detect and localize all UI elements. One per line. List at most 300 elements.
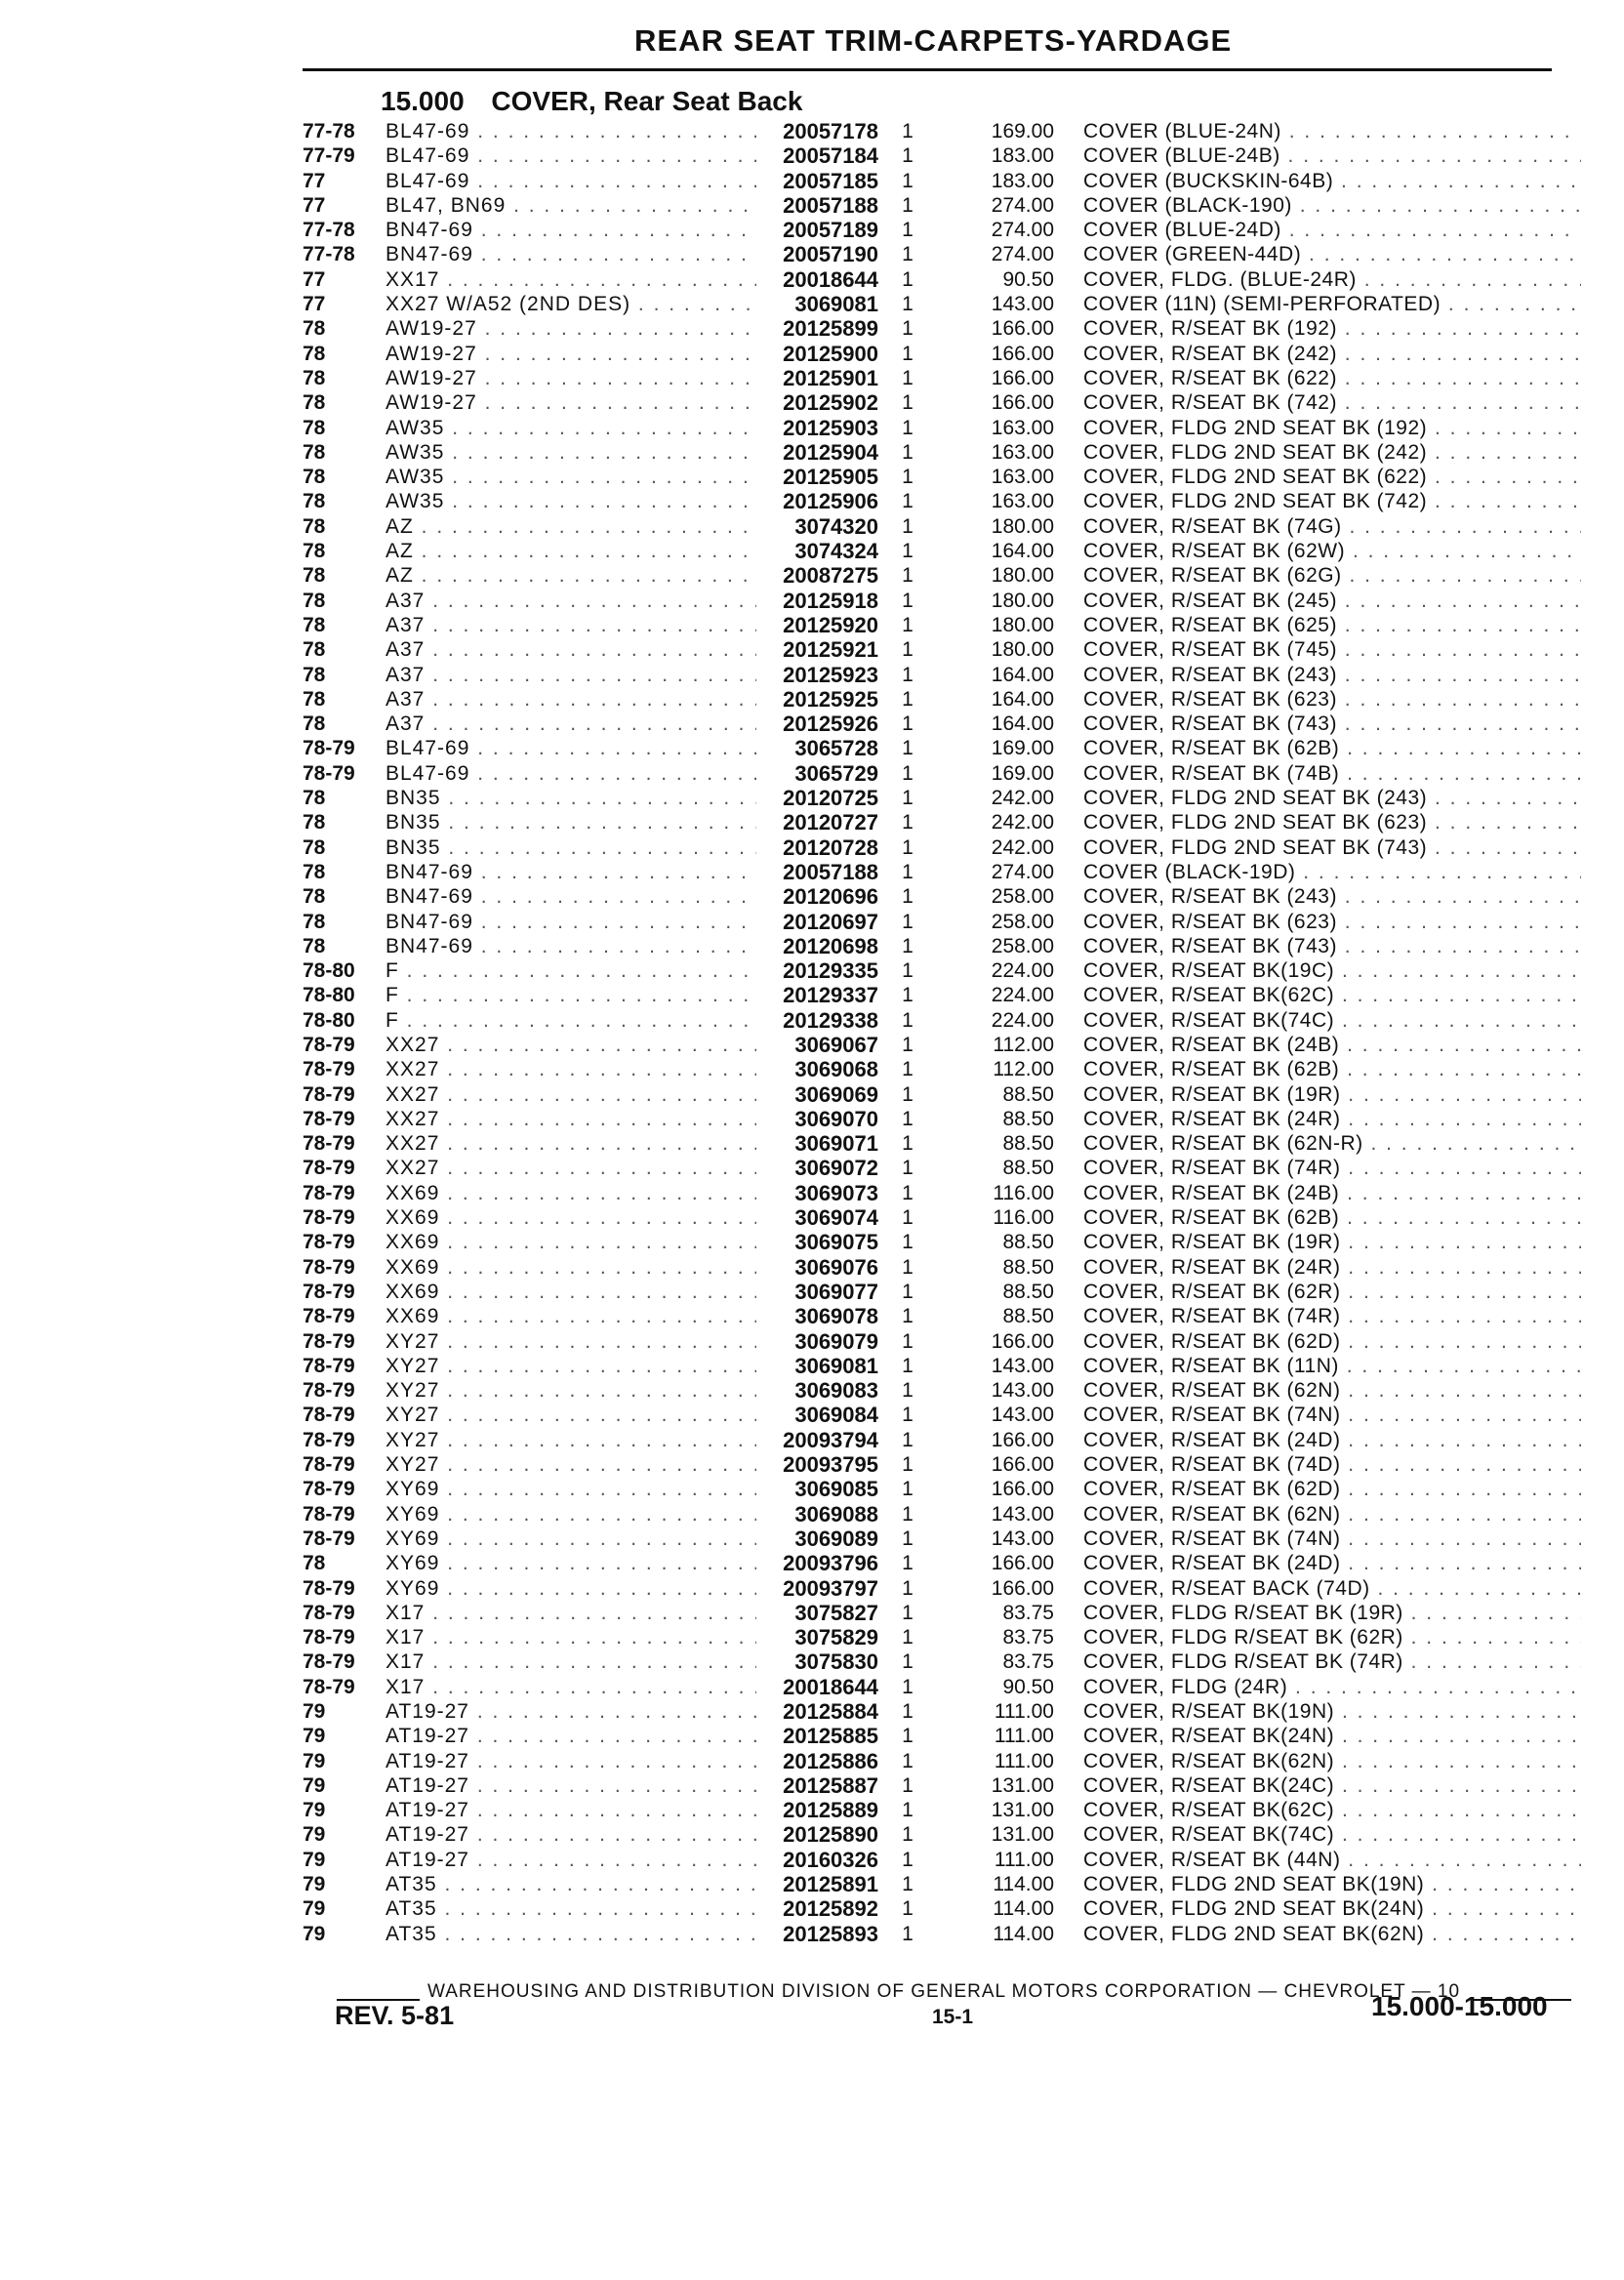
quantity: 1: [902, 1404, 914, 1427]
quantity: 1: [902, 293, 914, 316]
body-model: XY69 . . .: [386, 1576, 756, 1601]
list-item: [0, 1822, 1624, 1847]
quantity: 1: [902, 1675, 914, 1698]
description: COVER, FLDG 2ND SEAT BK (622) . . .: [1083, 465, 1581, 489]
list-item: [0, 736, 1624, 760]
list-item: [0, 1502, 1624, 1527]
price: 114.00: [993, 1922, 1054, 1945]
quantity: 1: [902, 1329, 914, 1353]
price: 164.00: [991, 540, 1054, 563]
quantity: 1: [902, 1107, 914, 1130]
model-year: 78-79: [303, 1107, 355, 1130]
price: 258.00: [991, 934, 1054, 957]
list-item: [0, 1205, 1624, 1230]
body-model: A37 . . .: [386, 589, 756, 613]
description: COVER, FLDG 2ND SEAT BK (743) . . .: [1083, 835, 1581, 860]
description: COVER, R/SEAT BK (74R) . . .: [1083, 1156, 1581, 1180]
list-item: [0, 1452, 1624, 1477]
price: 242.00: [991, 835, 1054, 859]
description: COVER, R/SEAT BK(19C) . . .: [1083, 958, 1581, 983]
description: COVER, R/SEAT BK(62C) . . .: [1083, 983, 1581, 1007]
price: 166.00: [991, 1329, 1054, 1353]
part-number: 3069089: [794, 1526, 878, 1551]
quantity: 1: [902, 1280, 914, 1303]
model-year: 78-79: [303, 1453, 355, 1477]
model-year: 78: [303, 342, 326, 365]
price: 166.00: [991, 342, 1054, 365]
price: 88.50: [1002, 1157, 1054, 1180]
model-year: 78-79: [303, 1181, 355, 1204]
price: 163.00: [991, 490, 1054, 513]
price: 111.00: [994, 1749, 1054, 1772]
price: 112.00: [993, 1033, 1054, 1056]
parts-list: [0, 119, 1624, 1946]
quantity: 1: [902, 243, 914, 266]
quantity: 1: [902, 687, 914, 711]
description: COVER, R/SEAT BK (19R) . . .: [1083, 1082, 1581, 1107]
revision-label: REV. 5-81: [335, 2001, 455, 2030]
quantity: 1: [902, 440, 914, 464]
list-item: [0, 563, 1624, 588]
price: 180.00: [991, 514, 1054, 538]
description: COVER, R/SEAT BK (62B) . . .: [1083, 1205, 1581, 1230]
price: 83.75: [1002, 1601, 1054, 1624]
body-model: BN35 . . .: [386, 810, 756, 835]
description: COVER (BLUE-24N) . . .: [1083, 119, 1581, 143]
description: COVER, FLDG 2ND SEAT BK (242) . . .: [1083, 440, 1581, 465]
price: 143.00: [991, 1379, 1054, 1403]
description: COVER, R/SEAT BK (24R) . . .: [1083, 1255, 1581, 1280]
description: COVER, R/SEAT BK (245) . . .: [1083, 589, 1581, 613]
model-year: 77-78: [303, 120, 355, 142]
quantity: 1: [902, 1453, 914, 1477]
quantity: 1: [902, 490, 914, 513]
list-item: [0, 761, 1624, 786]
quantity: 1: [902, 540, 914, 563]
model-year: 78-79: [303, 1157, 355, 1180]
part-number: 20125890: [783, 1822, 878, 1848]
part-number: 3075827: [794, 1600, 878, 1625]
page-title: REAR SEAT TRIM-CARPETS-YARDAGE: [634, 23, 1233, 58]
list-item: [0, 1403, 1624, 1427]
model-year: 78-80: [303, 984, 355, 1007]
price: 183.00: [991, 144, 1054, 168]
body-model: XY69 . . .: [386, 1551, 756, 1575]
body-model: F . . .: [386, 958, 756, 983]
price: 112.00: [993, 1058, 1054, 1081]
body-model: XX27 . . .: [386, 1131, 756, 1156]
price: 88.50: [1002, 1107, 1054, 1130]
quantity: 1: [902, 811, 914, 835]
model-year: 78: [303, 440, 326, 464]
price: 166.00: [991, 366, 1054, 389]
model-year: 78-79: [303, 1132, 355, 1156]
part-number: 20129338: [783, 1007, 878, 1033]
description: COVER, R/SEAT BK (74B) . . .: [1083, 761, 1581, 786]
body-model: XY69 . . .: [386, 1502, 756, 1527]
part-number: 3069078: [794, 1304, 878, 1329]
model-year: 79: [303, 1749, 326, 1772]
quantity: 1: [902, 317, 914, 341]
list-item: [0, 1601, 1624, 1625]
part-number: 20125900: [783, 341, 878, 366]
model-year: 78-79: [303, 1675, 355, 1698]
quantity: 1: [902, 1650, 914, 1674]
model-year: 78-79: [303, 1206, 355, 1230]
part-number: 3069071: [794, 1131, 878, 1157]
quantity: 1: [902, 835, 914, 859]
model-year: 78-79: [303, 1527, 355, 1550]
model-year: 79: [303, 1823, 326, 1847]
price: 88.50: [1002, 1255, 1054, 1279]
quantity: 1: [902, 1478, 914, 1501]
quantity: 1: [902, 193, 914, 217]
description: COVER, R/SEAT BK (623) . . .: [1083, 687, 1581, 712]
body-model: BN47-69 . . .: [386, 934, 756, 958]
body-model: AZ . . .: [386, 514, 756, 539]
list-item: [0, 416, 1624, 440]
part-number: 20120727: [783, 810, 878, 835]
quantity: 1: [902, 1823, 914, 1847]
part-number: 3075830: [794, 1649, 878, 1675]
price: 116.00: [993, 1206, 1054, 1230]
description: COVER, R/SEAT BK (62N-R) . . .: [1083, 1131, 1581, 1156]
price: 111.00: [994, 1725, 1054, 1748]
list-item: [0, 810, 1624, 835]
quantity: 1: [902, 466, 914, 489]
list-item: [0, 1576, 1624, 1601]
quantity: 1: [902, 1725, 914, 1748]
description: COVER (BLUE-24B) . . .: [1083, 143, 1581, 168]
price: 88.50: [1002, 1280, 1054, 1303]
body-model: A37 . . .: [386, 687, 756, 712]
part-number: 20057188: [783, 859, 878, 884]
section-number: 15.000: [381, 86, 465, 116]
quantity: 1: [902, 959, 914, 983]
quantity: 1: [902, 1873, 914, 1896]
list-item: [0, 613, 1624, 637]
header-rule: [303, 68, 1552, 71]
description: COVER, R/SEAT BK (192) . . .: [1083, 316, 1581, 341]
price: 166.00: [991, 1478, 1054, 1501]
price: 143.00: [991, 293, 1054, 316]
price: 143.00: [991, 1527, 1054, 1550]
model-year: 78: [303, 1552, 326, 1575]
model-year: 78: [303, 317, 326, 341]
body-model: BN47-69 . . .: [386, 218, 756, 242]
price: 163.00: [991, 466, 1054, 489]
list-item: [0, 1304, 1624, 1328]
model-year: 78: [303, 514, 326, 538]
quantity: 1: [902, 219, 914, 242]
price: 88.50: [1002, 1305, 1054, 1328]
price: 131.00: [991, 1799, 1054, 1822]
description: COVER, R/SEAT BK (62B) . . .: [1083, 1057, 1581, 1081]
price: 166.00: [991, 1428, 1054, 1451]
body-model: AT19-27 . . .: [386, 1699, 756, 1724]
body-model: BN47-69 . . .: [386, 910, 756, 934]
model-year: 78-79: [303, 1082, 355, 1106]
part-number: 20125920: [783, 612, 878, 637]
body-model: XX27 . . .: [386, 1082, 756, 1107]
body-model: BN47-69 . . .: [386, 242, 756, 266]
price: 114.00: [993, 1873, 1054, 1896]
list-item: [0, 1280, 1624, 1304]
body-model: XY27 . . .: [386, 1354, 756, 1378]
list-item: [0, 1255, 1624, 1280]
quantity: 1: [902, 663, 914, 686]
model-year: 78-79: [303, 1058, 355, 1081]
body-model: XX27 W/A52 (2ND DES) . . .: [386, 292, 756, 316]
part-number: 20125904: [783, 439, 878, 465]
model-year: 78: [303, 416, 326, 439]
quantity: 1: [902, 613, 914, 636]
body-model: A37 . . .: [386, 613, 756, 637]
description: COVER, R/SEAT BK(62N) . . .: [1083, 1749, 1581, 1773]
part-number: 20125887: [783, 1772, 878, 1798]
body-model: XX27 . . .: [386, 1033, 756, 1057]
list-item: [0, 390, 1624, 415]
description: COVER, FLDG 2ND SEAT BK (192) . . .: [1083, 416, 1581, 440]
quantity: 1: [902, 1255, 914, 1279]
quantity: 1: [902, 638, 914, 662]
list-item: [0, 292, 1624, 316]
price: 169.00: [991, 120, 1054, 142]
page-number: 15-1: [932, 2006, 974, 2028]
description: COVER (BLACK-19D) . . .: [1083, 860, 1581, 884]
description: COVER, R/SEAT BK (74N) . . .: [1083, 1403, 1581, 1427]
quantity: 1: [902, 1428, 914, 1451]
model-year: 78-79: [303, 1502, 355, 1526]
price: 88.50: [1002, 1082, 1054, 1106]
part-number: 20125886: [783, 1748, 878, 1773]
model-year: 78-79: [303, 737, 355, 760]
list-item: [0, 539, 1624, 563]
model-year: 78: [303, 490, 326, 513]
model-year: 78: [303, 687, 326, 711]
body-model: AT35 . . .: [386, 1872, 756, 1896]
part-number: 20093797: [783, 1575, 878, 1601]
part-number: 20125902: [783, 390, 878, 416]
list-item: [0, 1181, 1624, 1205]
model-year: 78-79: [303, 1626, 355, 1649]
description: COVER, R/SEAT BACK (74D) . . .: [1083, 1576, 1581, 1601]
price: 164.00: [991, 663, 1054, 686]
body-model: AT19-27 . . .: [386, 1798, 756, 1822]
description: COVER, R/SEAT BK(19N) . . .: [1083, 1699, 1581, 1724]
model-year: 78: [303, 638, 326, 662]
body-model: AT19-27 . . .: [386, 1822, 756, 1847]
model-year: 78-79: [303, 1478, 355, 1501]
description: COVER (GREEN-44D) . . .: [1083, 242, 1581, 266]
part-number: 3069070: [794, 1106, 878, 1131]
price: 183.00: [991, 169, 1054, 192]
model-year: 78-79: [303, 1354, 355, 1377]
list-item: [0, 934, 1624, 958]
body-model: A37 . . .: [386, 637, 756, 662]
model-year: 77: [303, 193, 326, 217]
description: COVER, FLDG 2ND SEAT BK(24N) . . .: [1083, 1896, 1581, 1921]
body-model: BL47-69 . . .: [386, 736, 756, 760]
body-model: BN47-69 . . .: [386, 884, 756, 909]
description: COVER, R/SEAT BK (242) . . .: [1083, 342, 1581, 366]
quantity: 1: [902, 1626, 914, 1649]
list-item: [0, 1773, 1624, 1798]
part-number: 20125901: [783, 365, 878, 390]
price: 131.00: [991, 1823, 1054, 1847]
model-year: 78: [303, 540, 326, 563]
price: 116.00: [993, 1181, 1054, 1204]
part-number: 3069073: [794, 1180, 878, 1205]
body-model: XX69 . . .: [386, 1280, 756, 1304]
quantity: 1: [902, 1848, 914, 1871]
part-number: 3069077: [794, 1279, 878, 1304]
price: 180.00: [991, 589, 1054, 612]
body-model: XY69 . . .: [386, 1527, 756, 1551]
part-number: 3069074: [794, 1205, 878, 1231]
model-year: 79: [303, 1725, 326, 1748]
body-model: BL47-69 . . .: [386, 143, 756, 168]
model-year: 77-78: [303, 219, 355, 242]
list-item: [0, 1896, 1624, 1921]
price: 111.00: [994, 1700, 1054, 1723]
body-model: XX69 . . .: [386, 1304, 756, 1328]
list-item: [0, 193, 1624, 218]
description: COVER, R/SEAT BK (743) . . .: [1083, 712, 1581, 736]
quantity: 1: [902, 1527, 914, 1550]
list-item: [0, 1156, 1624, 1180]
body-model: XY27 . . .: [386, 1329, 756, 1354]
list-item: [0, 1428, 1624, 1452]
quantity: 1: [902, 366, 914, 389]
model-year: 77: [303, 293, 326, 316]
quantity: 1: [902, 564, 914, 588]
section-range: 15.000-15.000: [1371, 1991, 1548, 2021]
body-model: XY27 . . .: [386, 1378, 756, 1403]
price: 242.00: [991, 811, 1054, 835]
part-number: 20125885: [783, 1724, 878, 1749]
price: 114.00: [993, 1897, 1054, 1921]
quantity: 1: [902, 1773, 914, 1797]
price: 180.00: [991, 613, 1054, 636]
body-model: AW35 . . .: [386, 416, 756, 440]
price: 90.50: [1002, 1675, 1054, 1698]
quantity: 1: [902, 885, 914, 909]
description: COVER (BUCKSKIN-64B) . . .: [1083, 169, 1581, 193]
price: 224.00: [991, 959, 1054, 983]
description: COVER, R/SEAT BK (44N) . . .: [1083, 1848, 1581, 1872]
price: 224.00: [991, 984, 1054, 1007]
quantity: 1: [902, 1058, 914, 1081]
price: 90.50: [1002, 267, 1054, 291]
model-year: 78-79: [303, 1404, 355, 1427]
body-model: X17 . . .: [386, 1601, 756, 1625]
part-number: 3074320: [794, 513, 878, 539]
price: 164.00: [991, 712, 1054, 736]
description: COVER, R/SEAT BK (11N) . . .: [1083, 1354, 1581, 1378]
quantity: 1: [902, 787, 914, 810]
price: 166.00: [991, 391, 1054, 415]
quantity: 1: [902, 761, 914, 785]
price: 180.00: [991, 564, 1054, 588]
model-year: 78-79: [303, 1033, 355, 1056]
list-item: [0, 1922, 1624, 1946]
quantity: 1: [902, 1206, 914, 1230]
model-year: 78-79: [303, 1601, 355, 1624]
model-year: 78: [303, 613, 326, 636]
quantity: 1: [902, 169, 914, 192]
quantity: 1: [902, 1922, 914, 1945]
description: COVER, R/SEAT BK (62D) . . .: [1083, 1329, 1581, 1354]
model-year: 78-79: [303, 1576, 355, 1600]
list-item: [0, 143, 1624, 168]
part-number: 20087275: [783, 563, 878, 589]
body-model: F . . .: [386, 1008, 756, 1033]
price: 83.75: [1002, 1626, 1054, 1649]
description: COVER, R/SEAT BK(24N) . . .: [1083, 1724, 1581, 1748]
price: 88.50: [1002, 1231, 1054, 1254]
body-model: XY27 . . .: [386, 1428, 756, 1452]
list-item: [0, 1354, 1624, 1378]
part-number: 20125893: [783, 1921, 878, 1946]
part-number: 20057189: [783, 218, 878, 243]
price: 166.00: [991, 1552, 1054, 1575]
model-year: 78: [303, 934, 326, 957]
list-item: [0, 1551, 1624, 1575]
price: 143.00: [991, 1354, 1054, 1377]
list-item: [0, 1033, 1624, 1057]
list-item: [0, 910, 1624, 934]
body-model: XX69 . . .: [386, 1255, 756, 1280]
price: 83.75: [1002, 1650, 1054, 1674]
list-item: [0, 465, 1624, 489]
body-model: AW35 . . .: [386, 465, 756, 489]
body-model: F . . .: [386, 983, 756, 1007]
list-item: [0, 267, 1624, 292]
body-model: BN35 . . .: [386, 835, 756, 860]
list-item: [0, 1798, 1624, 1822]
quantity: 1: [902, 1082, 914, 1106]
part-number: 3069076: [794, 1254, 878, 1280]
part-number: 3069068: [794, 1057, 878, 1082]
price: 166.00: [991, 1576, 1054, 1600]
body-model: XX17 . . .: [386, 267, 756, 292]
part-number: 3069083: [794, 1378, 878, 1404]
model-year: 79: [303, 1799, 326, 1822]
description: COVER, FLDG 2ND SEAT BK (243) . . .: [1083, 786, 1581, 810]
part-number: 3075829: [794, 1625, 878, 1650]
model-year: 79: [303, 1922, 326, 1945]
price: 169.00: [991, 761, 1054, 785]
quantity: 1: [902, 1231, 914, 1254]
list-item: [0, 440, 1624, 465]
description: COVER, R/SEAT BK (24D) . . .: [1083, 1551, 1581, 1575]
price: 166.00: [991, 1453, 1054, 1477]
body-model: AT19-27 . . .: [386, 1724, 756, 1748]
part-number: 20120696: [783, 884, 878, 910]
price: 88.50: [1002, 1132, 1054, 1156]
part-number: 3069085: [794, 1477, 878, 1502]
model-year: 78: [303, 835, 326, 859]
part-number: 20125926: [783, 712, 878, 737]
body-model: AT35 . . .: [386, 1896, 756, 1921]
quantity: 1: [902, 1379, 914, 1403]
description: COVER, R/SEAT BK (62B) . . .: [1083, 736, 1581, 760]
body-model: BN47-69 . . .: [386, 860, 756, 884]
body-model: XX27 . . .: [386, 1057, 756, 1081]
description: COVER, R/SEAT BK (243) . . .: [1083, 884, 1581, 909]
list-item: [0, 884, 1624, 909]
